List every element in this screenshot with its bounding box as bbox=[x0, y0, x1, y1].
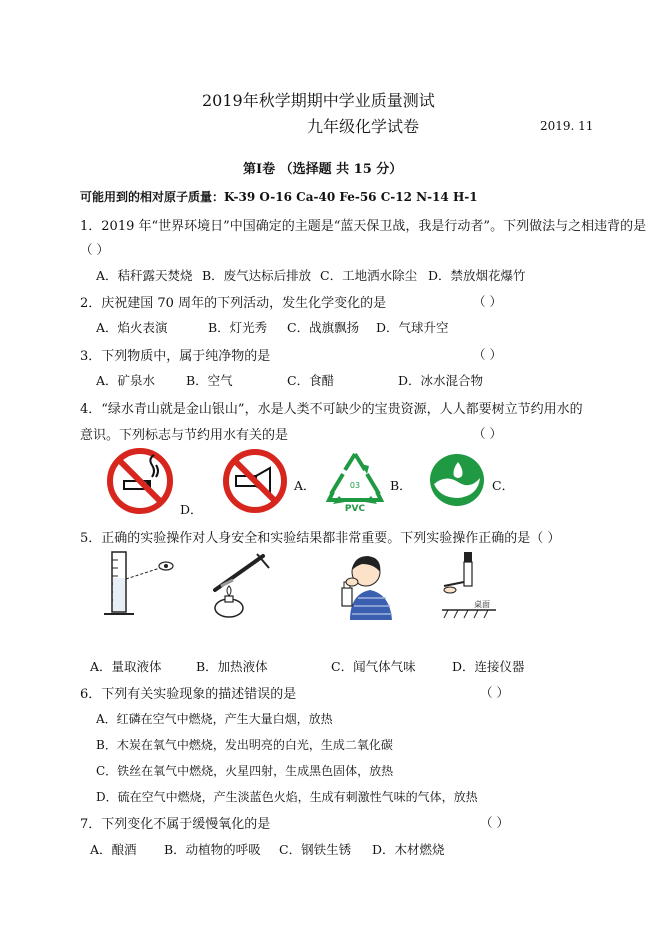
q4-stem-line2: 意识。下列标志与节约用水有关的是 bbox=[80, 428, 289, 443]
q1-option-a: A．秸秆露天焚烧 bbox=[96, 268, 193, 283]
section-heading: 第Ⅰ卷 （选择题 共 15 分） bbox=[243, 162, 403, 177]
q3-option-b: B．空气 bbox=[186, 373, 233, 388]
q5-stem: 5．正确的实验操作对人身安全和实验结果都非常重要。下列实验操作正确的是（ ） bbox=[80, 531, 561, 546]
exam-title: 2019年秋学期期中学业质量测试 bbox=[202, 91, 435, 110]
no-horn-sign-icon bbox=[222, 448, 288, 514]
q1-stem: 1．2019 年“世界环境日”中国确定的主题是“蓝天保卫战，我是行动者”。下列做法与之相违背的是 bbox=[80, 219, 647, 234]
q2-option-c: C．战旗飘扬 bbox=[287, 320, 360, 335]
heating-liquid-icon bbox=[207, 550, 273, 622]
recycle-material: PVC bbox=[344, 504, 366, 512]
q4-label-c: C． bbox=[492, 478, 515, 493]
q7-stem: 7．下列变化不属于缓慢氧化的是 bbox=[80, 817, 271, 832]
q4-label-a: A． bbox=[294, 478, 316, 493]
q5-option-b: B．加热液体 bbox=[196, 659, 268, 674]
q4-answer-paren: （ ） bbox=[473, 426, 502, 441]
desk-label: 桌面 bbox=[474, 600, 490, 609]
q7-option-b: B．动植物的呼吸 bbox=[164, 842, 261, 857]
connecting-apparatus-icon bbox=[438, 548, 500, 628]
q7-option-c: C．钢铁生锈 bbox=[279, 842, 352, 857]
q1-option-d: D．禁放烟花爆竹 bbox=[428, 268, 526, 283]
atomic-masses: 可能用到的相对原子质量：K-39 O-16 Ca-40 Fe-56 C-12 N-14 H-1 bbox=[80, 190, 478, 204]
q6-option-c: C．铁丝在氧气中燃烧，火星四射，生成黑色固体，放热 bbox=[96, 764, 394, 778]
exam-subtitle: 九年级化学试卷 bbox=[307, 117, 420, 136]
q3-option-a: A．矿泉水 bbox=[96, 373, 156, 388]
q6-option-b: B．木炭在氧气中燃烧，发出明亮的白光，生成二氧化碳 bbox=[96, 738, 393, 752]
q4-label-b: B． bbox=[390, 478, 412, 493]
water-saving-sign-icon bbox=[428, 452, 486, 508]
q2-answer-paren: （ ） bbox=[473, 294, 502, 309]
no-smoking-sign-icon bbox=[106, 447, 174, 515]
q6-option-a: A．红磷在空气中燃烧，产生大量白烟，放热 bbox=[96, 712, 333, 726]
recycle-code: 03 bbox=[349, 481, 361, 490]
q2-option-b: B．灯光秀 bbox=[208, 320, 268, 335]
q1-option-b: B．废气达标后排放 bbox=[202, 268, 312, 283]
q7-option-a: A．酿酒 bbox=[90, 842, 137, 857]
q1-option-c: C．工地洒水除尘 bbox=[320, 268, 418, 283]
q4-stem-line1: 4．“绿水青山就是金山银山”，水是人类不可缺少的宝贵资源，人人都要树立节约用水的 bbox=[80, 402, 583, 417]
q5-option-a: A．量取液体 bbox=[90, 659, 162, 674]
q6-option-d: D．硫在空气中燃烧，产生淡蓝色火焰，生成有刺激性气味的气体，放热 bbox=[96, 790, 478, 804]
q7-option-d: D．木材燃烧 bbox=[372, 842, 445, 857]
q6-answer-paren: （ ） bbox=[480, 685, 509, 700]
q2-stem: 2．庆祝建国 70 周年的下列活动，发生化学变化的是 bbox=[80, 296, 387, 311]
smelling-gas-icon bbox=[330, 550, 396, 622]
recycle-pvc-icon bbox=[325, 450, 385, 512]
q5-option-c: C．闻气体气味 bbox=[331, 659, 416, 674]
q3-option-c: C．食醋 bbox=[287, 373, 335, 388]
q5-option-d: D．连接仪器 bbox=[452, 659, 525, 674]
q1-answer-paren: （ ） bbox=[80, 242, 109, 257]
graduated-cylinder-reading-icon bbox=[100, 548, 180, 620]
q3-option-d: D．冰水混合物 bbox=[398, 373, 484, 388]
q6-stem: 6．下列有关实验现象的描述错误的是 bbox=[80, 687, 297, 702]
q4-label-d: D． bbox=[180, 502, 203, 517]
q2-option-d: D．气球升空 bbox=[376, 320, 449, 335]
q7-answer-paren: （ ） bbox=[480, 815, 509, 830]
q3-answer-paren: （ ） bbox=[473, 347, 502, 362]
exam-date: 2019. 11 bbox=[540, 119, 594, 133]
q3-stem: 3．下列物质中，属于纯净物的是 bbox=[80, 349, 271, 364]
q2-option-a: A．焰火表演 bbox=[96, 320, 168, 335]
